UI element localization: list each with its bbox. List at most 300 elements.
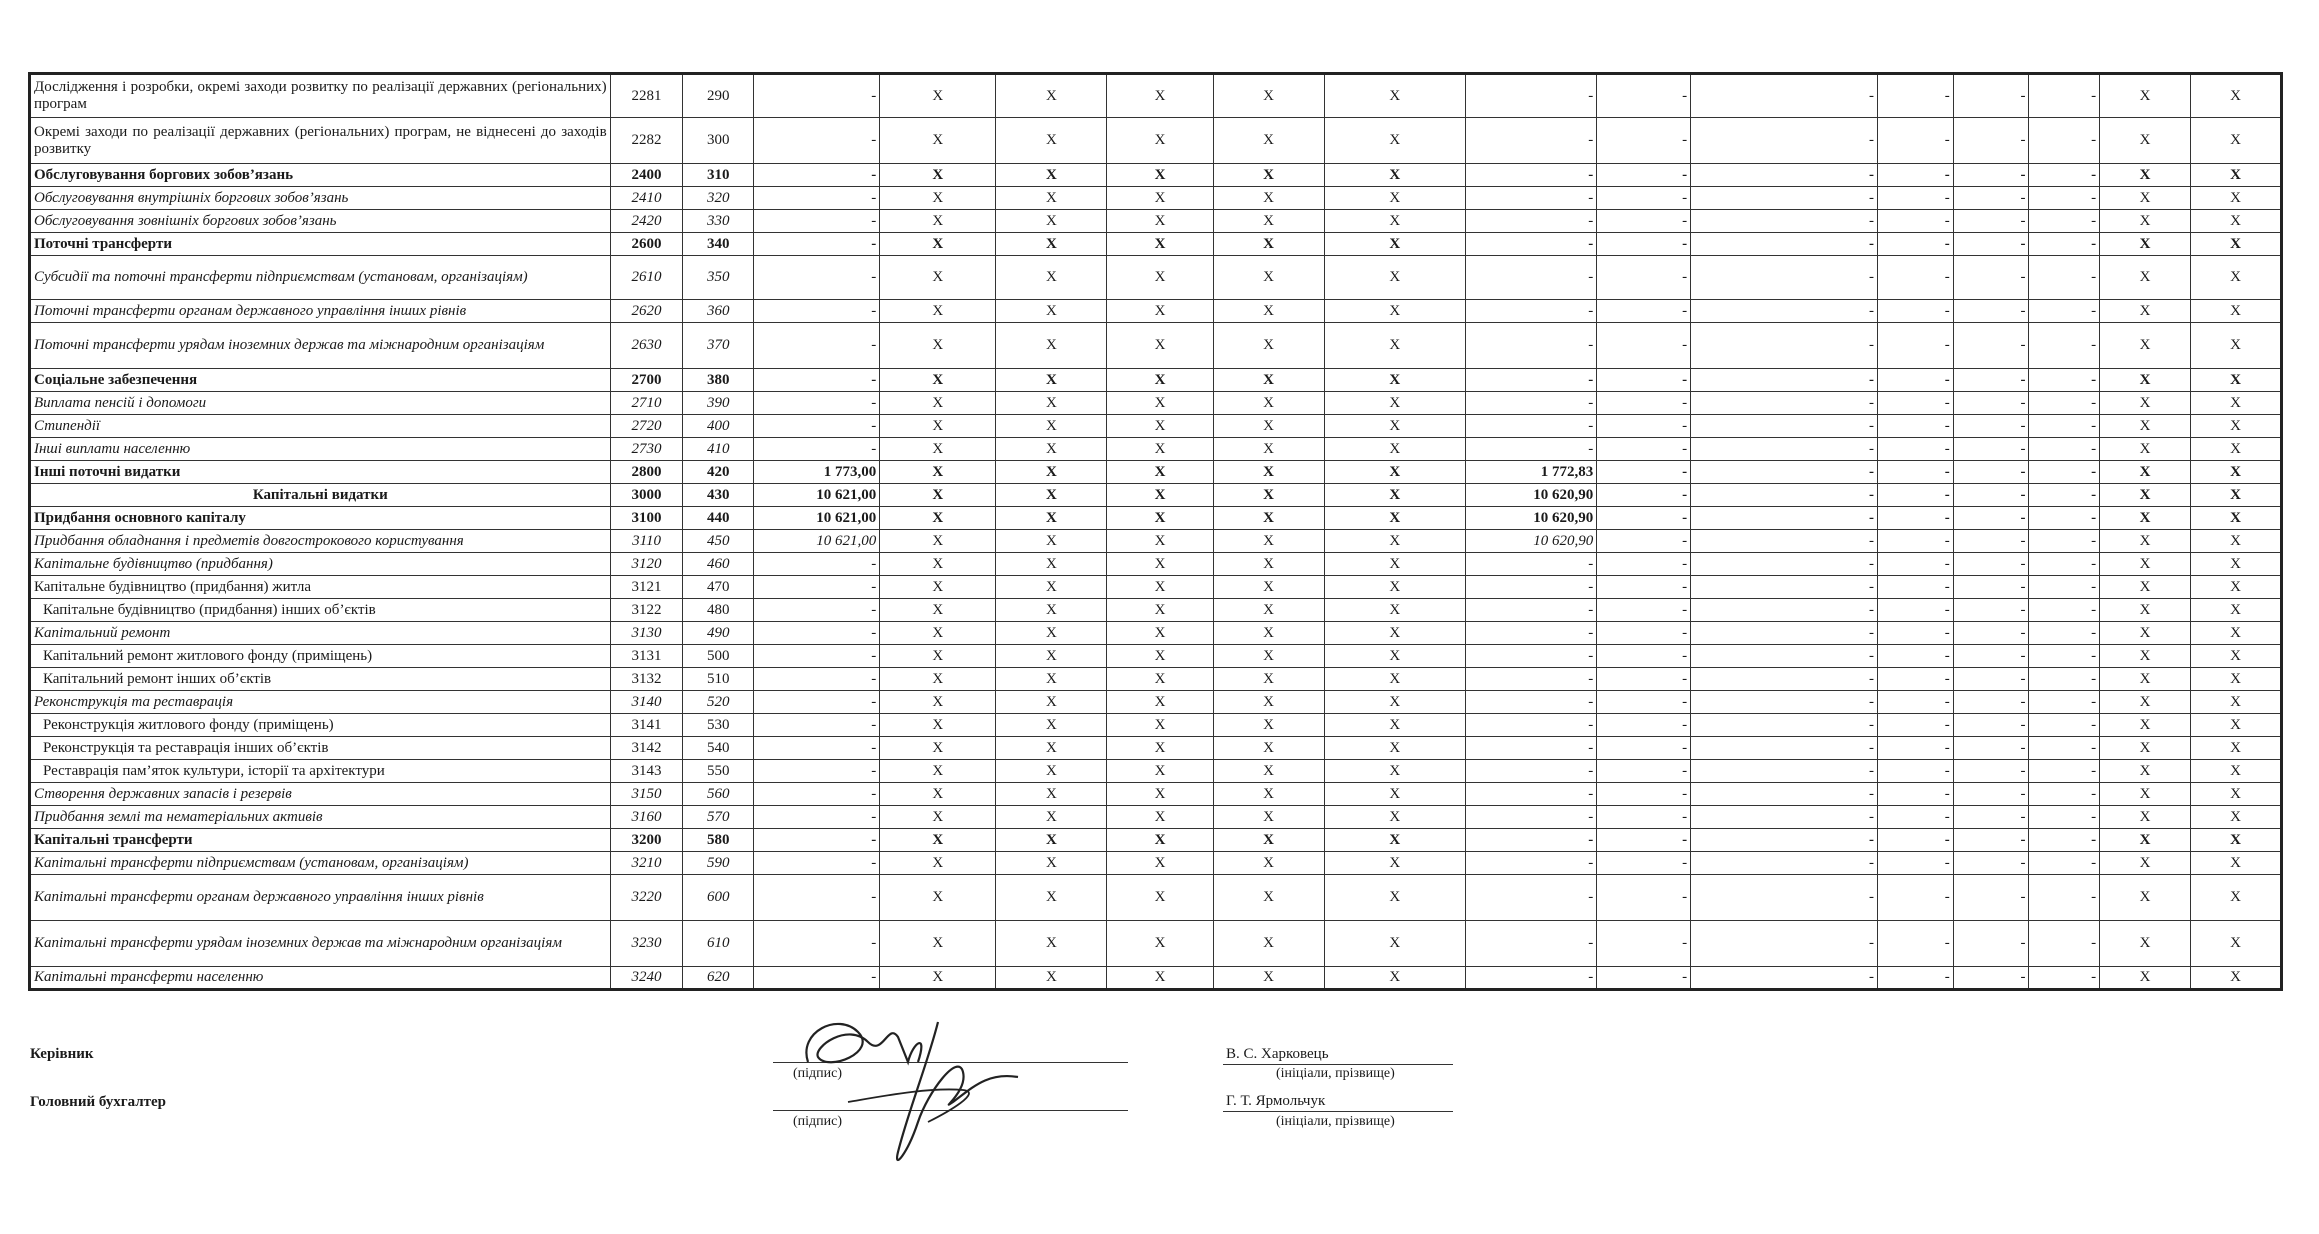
dash-cell: - [1953,783,2029,806]
row-name-cell: Капітальні трансферти населенню [30,967,611,990]
cash-expenditure-cell: 10 620,90 [1465,484,1596,507]
approved-amount-cell: - [754,967,880,990]
cash-expenditure-cell: 1 772,83 [1465,461,1596,484]
dash-cell: - [1877,187,1953,210]
x-mark-cell: X [1213,622,1324,645]
x-mark-cell: X [2191,875,2282,921]
row-name-cell: Капітальні трансферти органам державного управління інших рівнів [30,875,611,921]
table-row [30,714,2282,737]
dash-cell: - [1953,210,2029,233]
x-mark-cell: X [1324,438,1465,461]
x-mark-cell: X [1107,392,1213,415]
x-mark-cell: X [2191,369,2282,392]
kekv-code-cell: 3131 [610,645,683,668]
x-mark-cell: X [996,233,1107,256]
x-mark-cell: X [880,369,996,392]
x-mark-cell: X [2191,323,2282,369]
x-mark-cell: X [1324,323,1465,369]
x-mark-cell: X [880,875,996,921]
dash-cell: - [1877,921,1953,967]
dash-cell: - [1953,415,2029,438]
x-mark-cell: X [1107,415,1213,438]
line-code-cell: 600 [683,875,754,921]
dash-cell: - [1877,461,1953,484]
x-mark-cell: X [880,622,996,645]
kekv-code-cell: 3220 [610,875,683,921]
approved-amount-cell: - [754,714,880,737]
line-code-cell: 370 [683,323,754,369]
x-mark-cell: X [996,323,1107,369]
table-row [30,233,2282,256]
approved-amount-cell: - [754,576,880,599]
dash-cell: - [1691,852,1878,875]
x-mark-cell: X [1213,300,1324,323]
x-mark-cell: X [996,599,1107,622]
x-mark-cell: X [2191,507,2282,530]
cash-expenditure-cell: - [1465,323,1596,369]
cash-expenditure-cell: - [1465,599,1596,622]
cash-expenditure-cell: - [1465,875,1596,921]
x-mark-cell: X [1324,553,1465,576]
x-mark-cell: X [880,323,996,369]
dash-cell: - [1691,737,1878,760]
row-name-cell: Реставрація пам’яток культури, історії та архітектури [30,760,611,783]
dash-cell: - [1953,256,2029,300]
x-mark-cell: X [2191,852,2282,875]
line-code-cell: 510 [683,668,754,691]
approved-amount-cell: - [754,369,880,392]
x-mark-cell: X [996,576,1107,599]
dash-cell: - [1953,921,2029,967]
row-name-cell: Реконструкція житлового фонду (приміщень) [30,714,611,737]
kekv-code-cell: 2620 [610,300,683,323]
x-mark-cell: X [1213,829,1324,852]
approved-amount-cell: - [754,256,880,300]
x-mark-cell: X [2191,210,2282,233]
x-mark-cell: X [2100,233,2191,256]
x-mark-cell: X [996,187,1107,210]
row-name-cell: Виплата пенсій і допомоги [30,392,611,415]
x-mark-cell: X [880,668,996,691]
x-mark-cell: X [880,921,996,967]
approved-amount-cell: - [754,323,880,369]
line-code-cell: 440 [683,507,754,530]
dash-cell: - [1691,507,1878,530]
line-code-cell: 300 [683,118,754,164]
signature-block [28,1040,2283,1230]
x-mark-cell: X [1324,668,1465,691]
dash-cell: - [1953,668,2029,691]
x-mark-cell: X [996,622,1107,645]
approved-amount-cell: - [754,691,880,714]
approved-amount-cell: - [754,806,880,829]
x-mark-cell: X [1107,369,1213,392]
approved-amount-cell: 10 621,00 [754,530,880,553]
row-name-cell: Реконструкція та реставрація інших об’єктів [30,737,611,760]
dash-cell: - [1953,74,2029,118]
table-row [30,967,2282,990]
kekv-code-cell: 3200 [610,829,683,852]
dash-cell: - [1597,210,1691,233]
handwritten-signatures [788,1002,1068,1182]
line-code-cell: 590 [683,852,754,875]
kekv-code-cell: 2610 [610,256,683,300]
x-mark-cell: X [1107,714,1213,737]
x-mark-cell: X [1107,256,1213,300]
dash-cell: - [1691,622,1878,645]
x-mark-cell: X [1324,737,1465,760]
dash-cell: - [1877,164,1953,187]
x-mark-cell: X [996,415,1107,438]
x-mark-cell: X [2191,392,2282,415]
x-mark-cell: X [1213,783,1324,806]
dash-cell: - [1877,74,1953,118]
dash-cell: - [2029,645,2100,668]
accountant-name: Г. Т. Ярмольчук [1226,1093,1326,1109]
x-mark-cell: X [2100,415,2191,438]
x-mark-cell: X [1213,323,1324,369]
cash-expenditure-cell: - [1465,783,1596,806]
x-mark-cell: X [1324,783,1465,806]
line-code-cell: 620 [683,967,754,990]
x-mark-cell: X [2191,760,2282,783]
dash-cell: - [2029,530,2100,553]
table-row [30,256,2282,300]
approved-amount-cell: - [754,118,880,164]
dash-cell: - [1877,438,1953,461]
table-row [30,576,2282,599]
dash-cell: - [1691,187,1878,210]
dash-cell: - [2029,323,2100,369]
x-mark-cell: X [2100,461,2191,484]
table-row [30,74,2282,118]
dash-cell: - [1597,553,1691,576]
approved-amount-cell: - [754,599,880,622]
kekv-code-cell: 2400 [610,164,683,187]
table-row [30,461,2282,484]
x-mark-cell: X [996,210,1107,233]
kekv-code-cell: 3132 [610,668,683,691]
dash-cell: - [1597,392,1691,415]
x-mark-cell: X [2191,645,2282,668]
dash-cell: - [1877,737,1953,760]
x-mark-cell: X [880,576,996,599]
dash-cell: - [2029,760,2100,783]
line-code-cell: 340 [683,233,754,256]
line-code-cell: 310 [683,164,754,187]
row-name-cell: Обслуговування внутрішніх боргових зобов’язань [30,187,611,210]
x-mark-cell: X [2100,438,2191,461]
x-mark-cell: X [996,484,1107,507]
dash-cell: - [1953,553,2029,576]
dash-cell: - [1597,415,1691,438]
x-mark-cell: X [1324,622,1465,645]
approved-amount-cell: - [754,783,880,806]
x-mark-cell: X [880,530,996,553]
line-code-cell: 360 [683,300,754,323]
cash-expenditure-cell: - [1465,187,1596,210]
dash-cell: - [1691,369,1878,392]
approved-amount-cell: - [754,852,880,875]
table-row [30,599,2282,622]
x-mark-cell: X [1324,256,1465,300]
x-mark-cell: X [1213,210,1324,233]
x-mark-cell: X [880,118,996,164]
dash-cell: - [1877,210,1953,233]
x-mark-cell: X [880,74,996,118]
table-row [30,852,2282,875]
dash-cell: - [1691,691,1878,714]
x-mark-cell: X [1213,392,1324,415]
x-mark-cell: X [1324,967,1465,990]
x-mark-cell: X [1324,415,1465,438]
x-mark-cell: X [996,164,1107,187]
x-mark-cell: X [880,645,996,668]
dash-cell: - [1691,668,1878,691]
cash-expenditure-cell: - [1465,691,1596,714]
table-row [30,760,2282,783]
cash-expenditure-cell: - [1465,576,1596,599]
dash-cell: - [1877,484,1953,507]
approved-amount-cell: - [754,829,880,852]
kekv-code-cell: 3122 [610,599,683,622]
dash-cell: - [1877,256,1953,300]
dash-cell: - [1953,187,2029,210]
dash-cell: - [1597,438,1691,461]
dash-cell: - [1691,210,1878,233]
x-mark-cell: X [996,74,1107,118]
dash-cell: - [1953,392,2029,415]
row-name-cell: Поточні трансферти [30,233,611,256]
dash-cell: - [2029,714,2100,737]
cash-expenditure-cell: - [1465,806,1596,829]
dash-cell: - [1691,714,1878,737]
dash-cell: - [1953,806,2029,829]
x-mark-cell: X [880,599,996,622]
x-mark-cell: X [2191,415,2282,438]
x-mark-cell: X [2100,369,2191,392]
row-name-cell: Капітальні видатки [30,484,611,507]
x-mark-cell: X [1213,875,1324,921]
cash-expenditure-cell: - [1465,74,1596,118]
x-mark-cell: X [1107,74,1213,118]
x-mark-cell: X [2100,576,2191,599]
x-mark-cell: X [2100,74,2191,118]
x-mark-cell: X [1324,210,1465,233]
dash-cell: - [1877,829,1953,852]
x-mark-cell: X [1213,507,1324,530]
dash-cell: - [1877,668,1953,691]
x-mark-cell: X [1213,714,1324,737]
dash-cell: - [1597,300,1691,323]
line-code-cell: 550 [683,760,754,783]
x-mark-cell: X [996,737,1107,760]
dash-cell: - [2029,875,2100,921]
x-mark-cell: X [1107,164,1213,187]
x-mark-cell: X [2100,599,2191,622]
x-mark-cell: X [1107,622,1213,645]
x-mark-cell: X [2191,737,2282,760]
x-mark-cell: X [2100,530,2191,553]
kekv-code-cell: 2710 [610,392,683,415]
x-mark-cell: X [880,461,996,484]
cash-expenditure-cell: - [1465,118,1596,164]
x-mark-cell: X [1107,438,1213,461]
x-mark-cell: X [996,553,1107,576]
dash-cell: - [1691,118,1878,164]
x-mark-cell: X [1107,645,1213,668]
dash-cell: - [2029,829,2100,852]
dash-cell: - [1597,256,1691,300]
x-mark-cell: X [2191,118,2282,164]
dash-cell: - [1691,323,1878,369]
dash-cell: - [2029,691,2100,714]
table-row [30,645,2282,668]
dash-cell: - [1597,714,1691,737]
dash-cell: - [2029,233,2100,256]
dash-cell: - [1597,599,1691,622]
row-name-cell: Капітальне будівництво (придбання) [30,553,611,576]
line-code-cell: 520 [683,691,754,714]
kekv-code-cell: 3120 [610,553,683,576]
x-mark-cell: X [2100,164,2191,187]
dash-cell: - [1597,760,1691,783]
x-mark-cell: X [1324,300,1465,323]
cash-expenditure-cell: - [1465,668,1596,691]
x-mark-cell: X [880,553,996,576]
line-code-cell: 540 [683,737,754,760]
x-mark-cell: X [1213,921,1324,967]
cash-expenditure-cell: - [1465,300,1596,323]
x-mark-cell: X [1213,668,1324,691]
x-mark-cell: X [2100,300,2191,323]
x-mark-cell: X [1213,369,1324,392]
dash-cell: - [1877,622,1953,645]
x-mark-cell: X [2191,576,2282,599]
x-mark-cell: X [880,691,996,714]
x-mark-cell: X [1324,576,1465,599]
dash-cell: - [1953,737,2029,760]
expenditure-table [28,72,2283,991]
kekv-code-cell: 3143 [610,760,683,783]
dash-cell: - [2029,599,2100,622]
x-mark-cell: X [1213,461,1324,484]
x-mark-cell: X [2100,852,2191,875]
dash-cell: - [1691,760,1878,783]
dash-cell: - [1877,392,1953,415]
x-mark-cell: X [996,714,1107,737]
dash-cell: - [2029,484,2100,507]
cash-expenditure-cell: - [1465,392,1596,415]
x-mark-cell: X [996,852,1107,875]
table-row [30,300,2282,323]
cash-expenditure-cell: - [1465,967,1596,990]
cash-expenditure-cell: - [1465,829,1596,852]
dash-cell: - [2029,668,2100,691]
x-mark-cell: X [1324,484,1465,507]
x-mark-cell: X [1107,599,1213,622]
x-mark-cell: X [1324,530,1465,553]
line-code-cell: 420 [683,461,754,484]
approved-amount-cell: - [754,553,880,576]
approved-amount-cell: - [754,392,880,415]
x-mark-cell: X [2100,187,2191,210]
dash-cell: - [1953,760,2029,783]
dash-cell: - [1691,164,1878,187]
x-mark-cell: X [1213,599,1324,622]
x-mark-cell: X [996,438,1107,461]
dash-cell: - [1953,369,2029,392]
x-mark-cell: X [880,806,996,829]
kekv-code-cell: 3150 [610,783,683,806]
x-mark-cell: X [996,967,1107,990]
x-mark-cell: X [1213,233,1324,256]
x-mark-cell: X [996,530,1107,553]
dash-cell: - [1597,691,1691,714]
dash-cell: - [1953,461,2029,484]
x-mark-cell: X [1324,507,1465,530]
row-name-cell: Інші поточні видатки [30,461,611,484]
row-name-cell: Створення державних запасів і резервів [30,783,611,806]
row-name-cell: Капітальні трансферти [30,829,611,852]
x-mark-cell: X [2191,599,2282,622]
approved-amount-cell: - [754,668,880,691]
dash-cell: - [1597,645,1691,668]
table-row [30,323,2282,369]
dash-cell: - [2029,576,2100,599]
table-row [30,530,2282,553]
dash-cell: - [1877,806,1953,829]
x-mark-cell: X [1213,737,1324,760]
approved-amount-cell: - [754,737,880,760]
approved-amount-cell: - [754,233,880,256]
x-mark-cell: X [880,415,996,438]
dash-cell: - [2029,622,2100,645]
dash-cell: - [2029,737,2100,760]
table-row [30,737,2282,760]
dash-cell: - [1691,921,1878,967]
dash-cell: - [1691,645,1878,668]
x-mark-cell: X [880,233,996,256]
cash-expenditure-cell: - [1465,852,1596,875]
kekv-code-cell: 2282 [610,118,683,164]
x-mark-cell: X [2100,668,2191,691]
dash-cell: - [2029,783,2100,806]
dash-cell: - [1953,164,2029,187]
approved-amount-cell: 10 621,00 [754,507,880,530]
approved-amount-cell: - [754,438,880,461]
dash-cell: - [1953,300,2029,323]
x-mark-cell: X [1324,233,1465,256]
x-mark-cell: X [2100,691,2191,714]
kekv-code-cell: 3142 [610,737,683,760]
x-mark-cell: X [2191,74,2282,118]
dash-cell: - [1597,369,1691,392]
x-mark-cell: X [1107,737,1213,760]
x-mark-cell: X [1107,852,1213,875]
kekv-code-cell: 2630 [610,323,683,369]
x-mark-cell: X [2100,737,2191,760]
table-row [30,783,2282,806]
x-mark-cell: X [996,691,1107,714]
row-name-cell: Обслуговування боргових зобов’язань [30,164,611,187]
x-mark-cell: X [1324,164,1465,187]
x-mark-cell: X [880,438,996,461]
x-mark-cell: X [1107,233,1213,256]
x-mark-cell: X [2191,829,2282,852]
x-mark-cell: X [2100,553,2191,576]
x-mark-cell: X [880,783,996,806]
